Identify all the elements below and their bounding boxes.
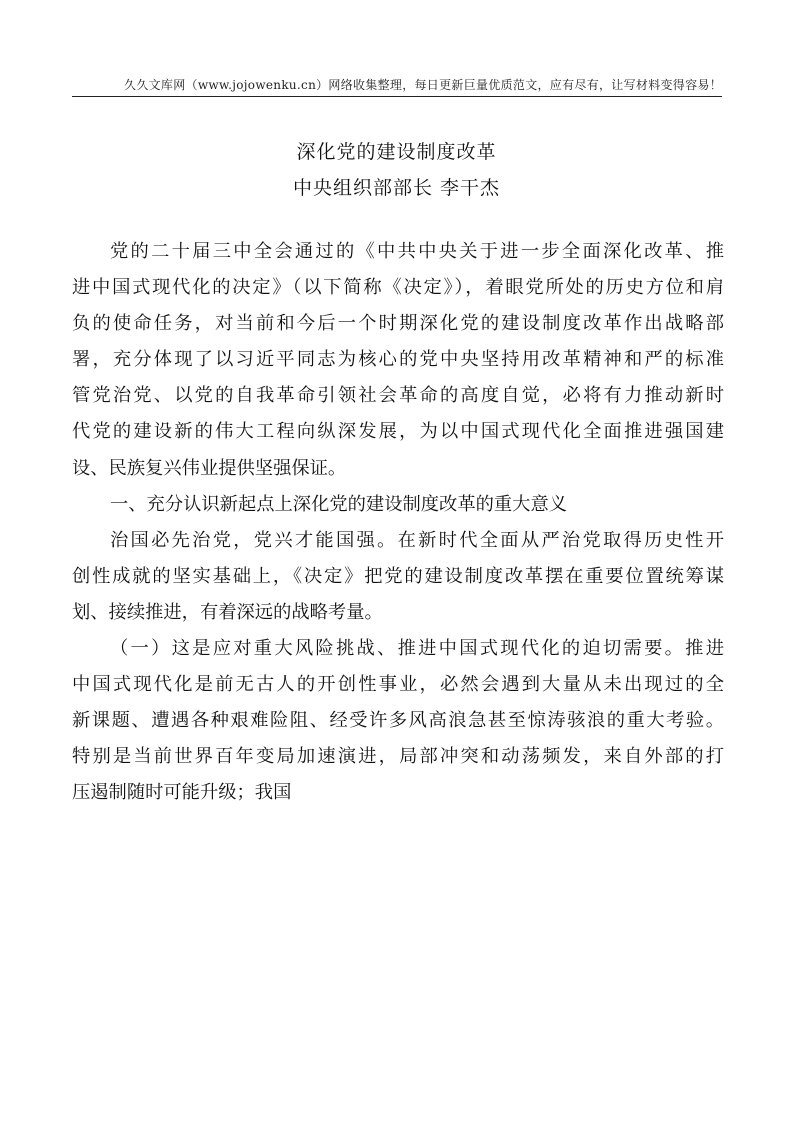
paragraph-line: 中国式现代化是前无古人的开创性事业，必然会遇到大量从未出现过的全 bbox=[72, 674, 724, 696]
paragraph-line: 代党的建设新的伟大工程向纵深发展，为以中国式现代化全面推进强国建 bbox=[72, 421, 724, 443]
document-body bbox=[72, 234, 724, 812]
paragraph-line: 署，充分体现了以习近平同志为核心的党中央坚持用改革精神和严的标准 bbox=[72, 349, 724, 371]
paragraph-line: 创性成就的坚实基础上，《决定》把党的建设制度改革摆在重要位置统筹谋 bbox=[72, 565, 724, 587]
document-author: 中央组织部部长 李干杰 bbox=[292, 177, 501, 199]
paragraph-line: 划、接续推进，有着深远的战略考量。 bbox=[72, 601, 383, 623]
paragraph-line: 进中国式现代化的决定》（以下简称《决定》），着眼党所处的历史方位和肩 bbox=[72, 277, 724, 299]
page-header bbox=[72, 70, 722, 97]
section-heading: 一、充分认识新起点上深化党的建设制度改革的重大意义 bbox=[110, 493, 568, 515]
paragraph-line: 党的二十届三中全会通过的《中共中央关于进一步全面深化改革、推 bbox=[110, 241, 724, 262]
paragraph-line: 新课题、遭遇各种艰难险阻、经受许多风高浪急甚至惊涛骇浪的重大考验。 bbox=[72, 710, 724, 732]
paragraph-line: 负的使命任务，对当前和今后一个时期深化党的建设制度改革作出战略部 bbox=[72, 313, 724, 335]
paragraph-line: 特别是当前世界百年变局加速演进，局部冲突和动荡频发，来自外部的打 bbox=[72, 746, 724, 768]
paragraph-line: 压遏制随时可能升级；我国 bbox=[72, 782, 292, 804]
paragraph-line: 治国必先治党，党兴才能国强。在新时代全面从严治党取得历史性开 bbox=[110, 529, 724, 551]
document-title: 深化党的建设制度改革 bbox=[296, 141, 497, 163]
paragraph-line: 设、民族复兴伟业提供坚强保证。 bbox=[72, 457, 347, 479]
header-source-text: 久久文库网（www.jojowenku.cn）网络收集整理，每日更新巨量优质范文，应有尽有，让写材料变得容易！ bbox=[124, 78, 722, 92]
paragraph-line: （一）这是应对重大风险挑战、推进中国式现代化的迫切需要。推进 bbox=[110, 638, 724, 660]
paragraph-line: 管党治党、以党的自我革命引领社会革命的高度自觉，必将有力推动新时 bbox=[72, 385, 724, 407]
